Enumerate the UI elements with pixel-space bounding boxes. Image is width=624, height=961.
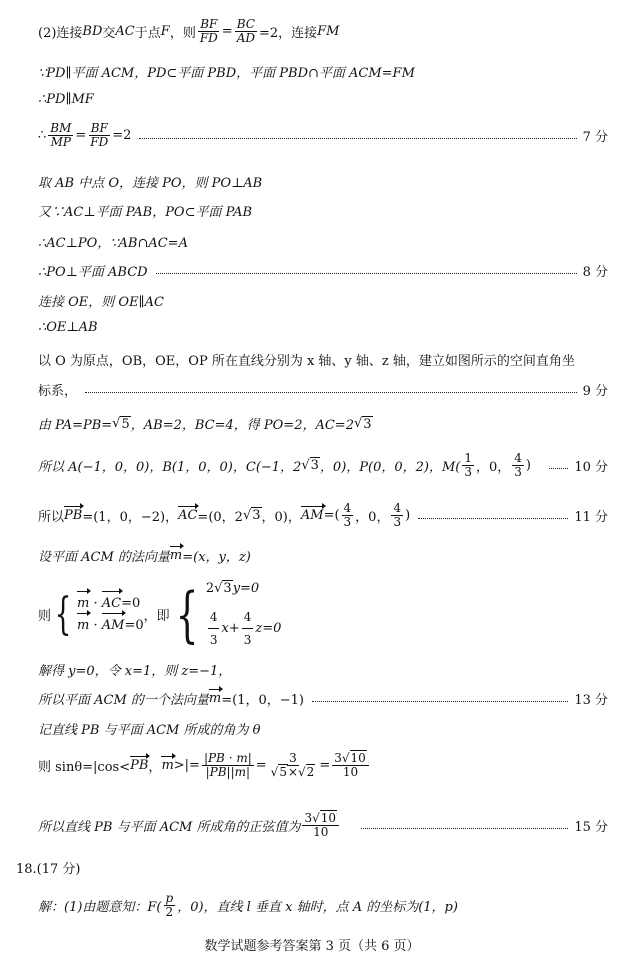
- line-12: [38, 380, 608, 399]
- fraction: $\frac{p}{2}$: [165, 891, 174, 919]
- vector-ac: AC: [178, 507, 198, 523]
- fraction: $\frac{4}{3}$: [343, 501, 352, 529]
- text: 所以: [38, 509, 65, 525]
- text: =: [319, 757, 331, 773]
- text: 连接 OE，则 OE∥AC: [38, 295, 164, 310]
- line-14: 所以 A(−1，0，0)，B(1，0，0)，C(−1，2 √ 3 ，0)，P(0，0，2)，M( $\frac{1}{3}$ ，0， $\frac{4}{3}$ ) 10 分: [38, 451, 608, 479]
- line-24: [38, 892, 608, 918]
- text: (2)连接: [38, 25, 83, 41]
- sqrt-3: 3: [252, 508, 261, 524]
- fraction: $\frac{|PB \cdot m|}{|PB||m|}$: [203, 751, 252, 779]
- line-16: [38, 546, 608, 565]
- line-7: [38, 232, 608, 251]
- line-5: [38, 172, 608, 191]
- text: 标系，: [38, 384, 78, 399]
- score-label: 9 分: [582, 384, 608, 399]
- text: AC: [115, 23, 135, 39]
- line-17-system: [38, 578, 608, 651]
- line-6: [38, 201, 608, 220]
- score-label: 8 分: [582, 265, 608, 280]
- line-13: 由 PA=PB= √ 5 ，AB=2，BC=4，得 PO=2，AC=2 √ 3: [38, 416, 372, 433]
- text: ): [525, 457, 531, 473]
- text: 则 sinθ=|cos<: [38, 759, 131, 775]
- fraction: $\frac{BC}{AD}$: [236, 17, 255, 45]
- text: 记直线 PB 与平面 ACM 所成的角为 θ: [38, 723, 261, 738]
- line-10: [38, 320, 608, 335]
- line-11: [38, 350, 608, 369]
- text: ∴OE⊥AB: [38, 320, 98, 335]
- text: =(1，0，−2)，: [82, 509, 179, 525]
- line-15: 所以 PB =(1，0，−2)， AC =(0，2 √ 3 ，0)， AM =( $\frac{4}{3}$ ，0， $\frac{4}{3}$ ) 11 分: [38, 501, 608, 529]
- text: =: [75, 127, 87, 143]
- leader-dots: [156, 273, 577, 274]
- text: =(0，2: [197, 509, 243, 525]
- text: ，0，: [476, 459, 511, 475]
- leader-dots: [418, 518, 568, 519]
- text: 解得 y=0，令 x=1，则 z=−1，: [38, 664, 232, 679]
- text: ，0)，P(0，0，2)，M(: [319, 459, 461, 475]
- fraction: $\frac{3√10}{10}$: [302, 812, 339, 838]
- text: =2: [112, 127, 132, 143]
- text: =(1，0，−1): [221, 693, 304, 708]
- score-label: 13 分: [574, 693, 608, 708]
- text: 又∵AC⊥平面 PAB，PO⊂平面 PAB: [38, 205, 253, 220]
- line-1: [38, 18, 608, 44]
- sqrt-3: 3: [310, 458, 319, 474]
- leader-dots: [549, 468, 568, 469]
- text: ): [405, 507, 411, 523]
- text: F: [160, 23, 170, 39]
- equation-system-1: { m · AC=0 m · AM=0: [54, 588, 144, 640]
- fraction: $\frac{4}{3}$: [514, 451, 522, 479]
- text: 取 AB 中点 O，连接 PO，则 PO⊥AB: [38, 176, 263, 191]
- fraction: $\frac{BF}{FD}$: [90, 121, 109, 149]
- text: =: [221, 23, 233, 39]
- leader-dots: [139, 138, 576, 139]
- fraction: $\frac{BM}{MP}$: [50, 121, 72, 149]
- sqrt-5: 5: [121, 416, 130, 432]
- line-20: [38, 719, 608, 738]
- score-label: 11 分: [574, 509, 608, 525]
- text: 所以直线 PB 与平面 ACM 所成角的正弦值为: [38, 819, 301, 835]
- text: ∴AC⊥PO，∵AB∩AC=A: [38, 236, 188, 251]
- text: ∴: [38, 127, 47, 143]
- text: =(x，y，z): [182, 550, 251, 565]
- line-3: [38, 92, 608, 107]
- question-18-heading: [16, 858, 608, 877]
- line-21: [38, 752, 608, 778]
- text: 则: [38, 609, 52, 624]
- text: =: [255, 757, 267, 773]
- leader-dots: [85, 392, 577, 393]
- fraction: $\frac{3√10}{10}$: [332, 752, 369, 778]
- leader-dots: [361, 828, 568, 829]
- text: ，0)，: [261, 509, 301, 525]
- text: 于点: [134, 25, 161, 41]
- text: ，0)，直线 l 垂直 x 轴时，点 A 的坐标为(1，p): [177, 899, 458, 915]
- page-footer: 数学试题参考答案第 3 页（共 6 页）: [204, 939, 420, 954]
- vector-am: AM: [300, 507, 324, 523]
- line-19: [38, 689, 608, 708]
- vector-pb: PB: [130, 757, 149, 773]
- vector-m: m: [208, 691, 222, 706]
- fraction: $\frac{BF}{FD}$: [199, 17, 218, 45]
- leader-dots: [312, 701, 568, 702]
- text: ，: [148, 759, 162, 775]
- text: ，即: [143, 609, 170, 624]
- text: ∴PD∥MF: [38, 92, 94, 107]
- text: ，0，: [355, 509, 390, 525]
- equation-system-2: { 2√3y=0 $\frac{4}{3}$ x+ $\frac{4}{3}$ z=0: [175, 579, 282, 650]
- text: 交: [102, 25, 116, 41]
- text: =(: [323, 507, 340, 523]
- text: BD: [82, 23, 103, 39]
- text: ，AB=2，BC=4，得 PO=2，AC=2: [130, 418, 354, 433]
- text: 设平面 ACM 的法向量: [38, 550, 170, 565]
- text: 所以平面 ACM 的一个法向量: [38, 693, 209, 708]
- score-label: 15 分: [574, 819, 608, 835]
- text: ∵PD∥平面 ACM，PD⊂平面 PBD，平面 PBD∩平面 ACM=FM: [38, 66, 415, 81]
- score-label: 7 分: [582, 129, 608, 145]
- vector-m: m: [169, 548, 183, 563]
- text: 以 O 为原点，OB，OE，OP 所在直线分别为 x 轴、y 轴、z 轴，建立如图所示的空间直角坐: [38, 354, 575, 369]
- text: ，则: [169, 25, 196, 41]
- fraction: $\frac{3}{√5\times√2}$: [270, 751, 315, 779]
- line-4: [38, 122, 608, 148]
- score-label: 10 分: [574, 459, 608, 475]
- text: 解：(1)由题意知：F(: [38, 899, 162, 915]
- text: >|=: [173, 757, 200, 773]
- text: 由 PA=PB=: [38, 418, 113, 433]
- sqrt-3: 3: [363, 416, 372, 432]
- vector-pb: PB: [64, 507, 83, 523]
- fraction: $\frac{4}{3}$: [393, 501, 402, 529]
- line-8: [38, 261, 608, 280]
- text: ∴PO⊥平面 ABCD: [38, 265, 148, 280]
- text: 所以 A(−1，0，0)，B(1，0，0)，C(−1，2: [38, 459, 302, 475]
- line-2: [38, 62, 608, 81]
- vector-m: m: [161, 757, 174, 773]
- line-22: [38, 812, 608, 838]
- fraction: $\frac{1}{3}$: [464, 451, 472, 479]
- text: =2，连接: [258, 25, 318, 41]
- text: 18.(17 分): [16, 862, 81, 877]
- text: FM: [317, 23, 340, 39]
- line-9: [38, 291, 608, 310]
- line-18: [38, 660, 608, 679]
